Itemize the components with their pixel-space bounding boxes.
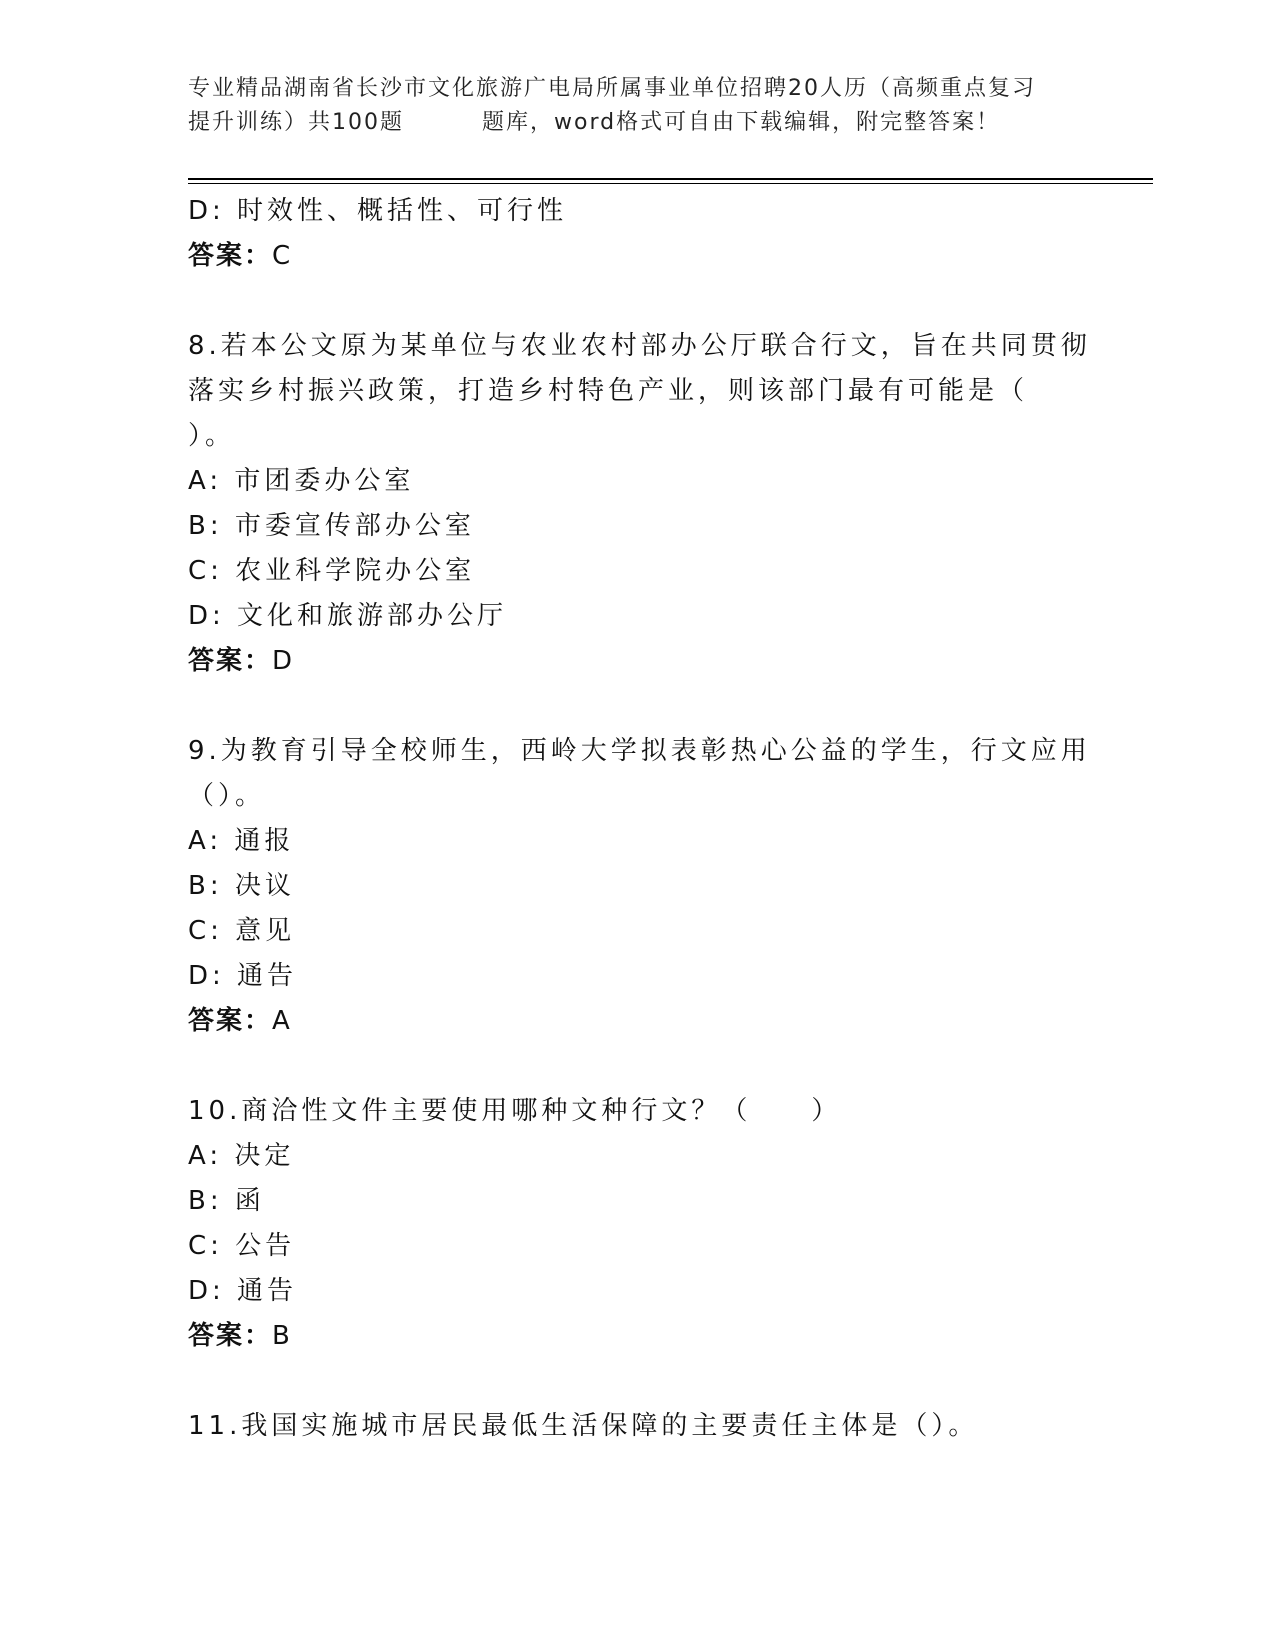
answer: [188, 1314, 1068, 1359]
question-stem-line: 9.为教育引导全校师生，西岭大学拟表彰热心公益的学生，行文应用: [188, 736, 1091, 766]
page-content: [188, 189, 1091, 1449]
option-c: C: 农业科学院办公室: [188, 556, 476, 586]
question-10: [188, 1089, 1068, 1359]
option-b: B: 市委宣传部办公室: [188, 511, 475, 541]
question-stem-line: 8.若本公文原为某单位与农业农村部办公厅联合行文，旨在共同贯彻: [188, 331, 1091, 361]
answer-value: C: [272, 241, 293, 271]
question-stem-line: （）。: [188, 781, 266, 811]
header-rule-thin: [188, 183, 1153, 184]
header-line-2-right: 题库，word格式可自由下载编辑，附完整答案！: [482, 110, 1001, 135]
question-11: [188, 1404, 1068, 1449]
answer: [188, 999, 1068, 1044]
answer-value: B: [272, 1321, 292, 1351]
option-d: D: 文化和旅游部办公厅: [188, 601, 508, 631]
option-d: D: 通告: [188, 961, 298, 991]
option-d: D: 通告: [188, 1276, 298, 1306]
page-header: [188, 72, 1088, 140]
answer-label: 答案：: [188, 1006, 273, 1036]
header-line-1: 专业精品湖南省长沙市文化旅游广电局所属事业单位招聘20人历（高频重点复习: [188, 76, 1036, 101]
header-line-2-left: 提升训练）共100题: [188, 110, 404, 135]
answer: [188, 639, 1068, 684]
question-9: [188, 729, 1091, 1044]
question-8: [188, 324, 1091, 684]
option-b: B: 函: [188, 1186, 265, 1216]
prev-question-tail: [188, 189, 1068, 279]
option-a: A: 市团委办公室: [188, 466, 415, 496]
question-stem-line: 落实乡村振兴政策，打造乡村特色产业，则该部门最有可能是（: [188, 376, 1029, 406]
answer-value: A: [272, 1006, 292, 1036]
question-stem-line: 10.商洽性文件主要使用哪种文种行文？（ ）: [188, 1096, 842, 1126]
question-stem-line: 11.我国实施城市居民最低生活保障的主要责任主体是（）。: [188, 1411, 979, 1441]
answer-label: 答案：: [188, 646, 273, 676]
option-d: D: 时效性、概括性、可行性: [188, 196, 568, 226]
answer-value: D: [272, 646, 295, 676]
option-a: A: 通报: [188, 826, 295, 856]
option-c: C: 公告: [188, 1231, 296, 1261]
question-stem-line: ）。: [188, 421, 236, 451]
option-c: C: 意见: [188, 916, 296, 946]
option-a: A: 决定: [188, 1141, 295, 1171]
answer: [188, 234, 1068, 279]
answer-label: 答案：: [188, 1321, 273, 1351]
header-line-2: [188, 106, 1088, 140]
answer-label: 答案：: [188, 241, 273, 271]
header-rule-thick: [188, 178, 1153, 180]
option-b: B: 决议: [188, 871, 295, 901]
